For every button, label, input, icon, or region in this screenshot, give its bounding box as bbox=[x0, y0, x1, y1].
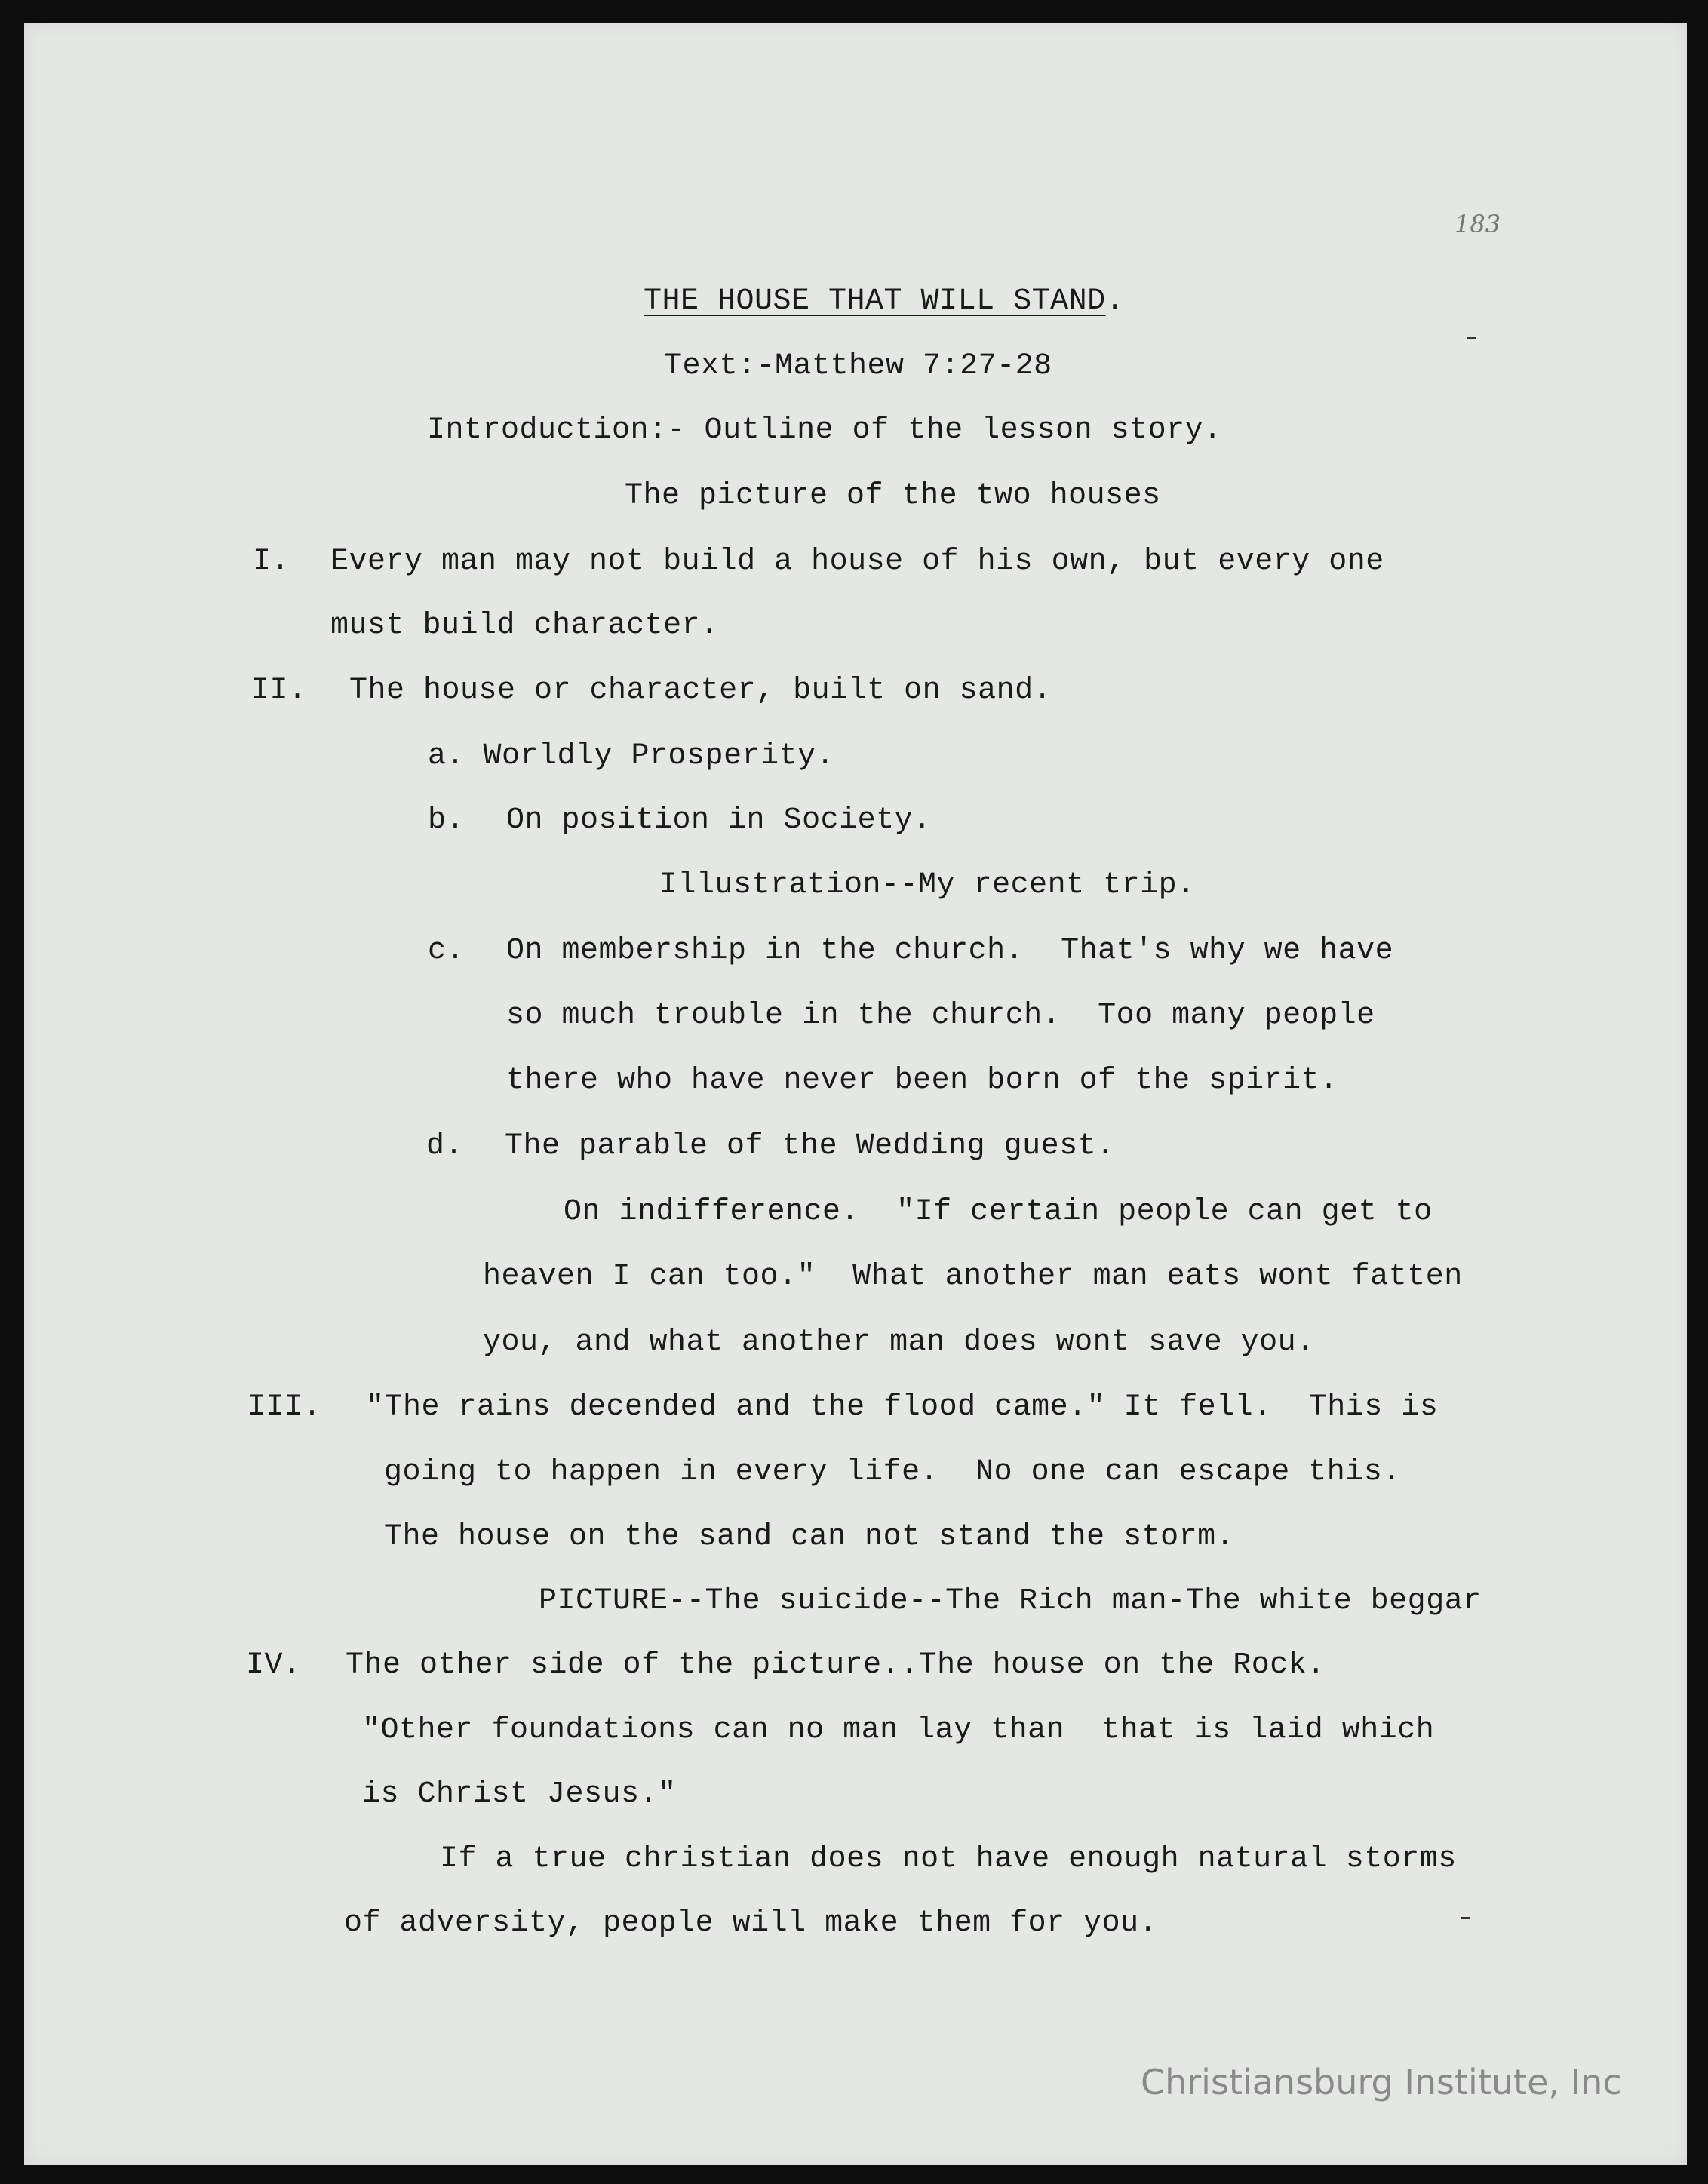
section-iv-line3: is Christ Jesus." bbox=[362, 1777, 677, 1811]
page-number: 183 bbox=[1455, 210, 1501, 238]
section-ii-indifference-line2: heaven I can too." What another man eats wont fatten bbox=[483, 1260, 1463, 1294]
section-iv-line4: If a true christian does not have enough natural storms bbox=[440, 1842, 1457, 1876]
section-i-numeral: I. bbox=[253, 545, 290, 579]
section-iii-picture: PICTURE--The suicide--The Rich man-The white beggar bbox=[539, 1584, 1482, 1618]
section-iv-line2: "Other foundations can no man lay than that is laid which bbox=[362, 1713, 1435, 1747]
picture-line: The picture of the two houses bbox=[625, 479, 1161, 513]
section-iv-numeral: IV. bbox=[246, 1648, 302, 1682]
section-i-line2: must build character. bbox=[330, 609, 719, 643]
section-i-line1: Every man may not build a house of his own, but every one bbox=[330, 545, 1384, 579]
section-ii-indifference-line3: you, and what another man does wont save you. bbox=[483, 1325, 1315, 1359]
section-ii-item-d-marker: d. bbox=[426, 1129, 464, 1163]
section-iii-line2: going to happen in every life. No one can escape this. bbox=[384, 1455, 1401, 1489]
section-ii-item-b: On position in Society. bbox=[506, 803, 932, 837]
watermark: Christiansburg Institute, Inc bbox=[1141, 2062, 1622, 2103]
document-title bbox=[644, 284, 1125, 318]
section-ii-item-c-marker: c. bbox=[428, 934, 465, 968]
section-iv-line1: The other side of the picture..The house on the Rock. bbox=[346, 1648, 1326, 1682]
section-ii-item-c-line3: there who have never been born of the spirit. bbox=[506, 1064, 1338, 1098]
section-ii-item-c-line2: so much trouble in the church. Too many people bbox=[506, 999, 1375, 1033]
introduction-line: Introduction:- Outline of the lesson story. bbox=[427, 413, 1222, 447]
stray-mark bbox=[1461, 1917, 1470, 1919]
section-ii-line1: The house or character, built on sand. bbox=[349, 674, 1052, 708]
title-text: THE HOUSE THAT WILL STAND bbox=[644, 284, 1106, 318]
section-ii-item-a: a. Worldly Prosperity. bbox=[428, 739, 835, 773]
title-period: . bbox=[1105, 284, 1125, 318]
scripture-reference: Text:-Matthew 7:27-28 bbox=[664, 349, 1052, 383]
section-iv-line5: of adversity, people will make them for you. bbox=[344, 1906, 1158, 1940]
stray-mark bbox=[1467, 337, 1476, 339]
section-ii-item-d: The parable of the Wedding guest. bbox=[505, 1129, 1115, 1163]
section-ii-illustration: Illustration--My recent trip. bbox=[659, 868, 1196, 902]
section-ii-item-c-line1: On membership in the church. That's why we have bbox=[506, 934, 1394, 968]
section-ii-numeral: II. bbox=[251, 674, 307, 708]
section-iii-numeral: III. bbox=[247, 1390, 322, 1424]
section-ii-indifference-line1: On indifference. "If certain people can get to bbox=[564, 1195, 1433, 1229]
section-iii-line1: "The rains decended and the flood came." It fell. This is bbox=[366, 1390, 1439, 1424]
section-ii-item-b-marker: b. bbox=[428, 803, 465, 837]
section-iii-line3: The house on the sand can not stand the storm. bbox=[384, 1520, 1235, 1554]
